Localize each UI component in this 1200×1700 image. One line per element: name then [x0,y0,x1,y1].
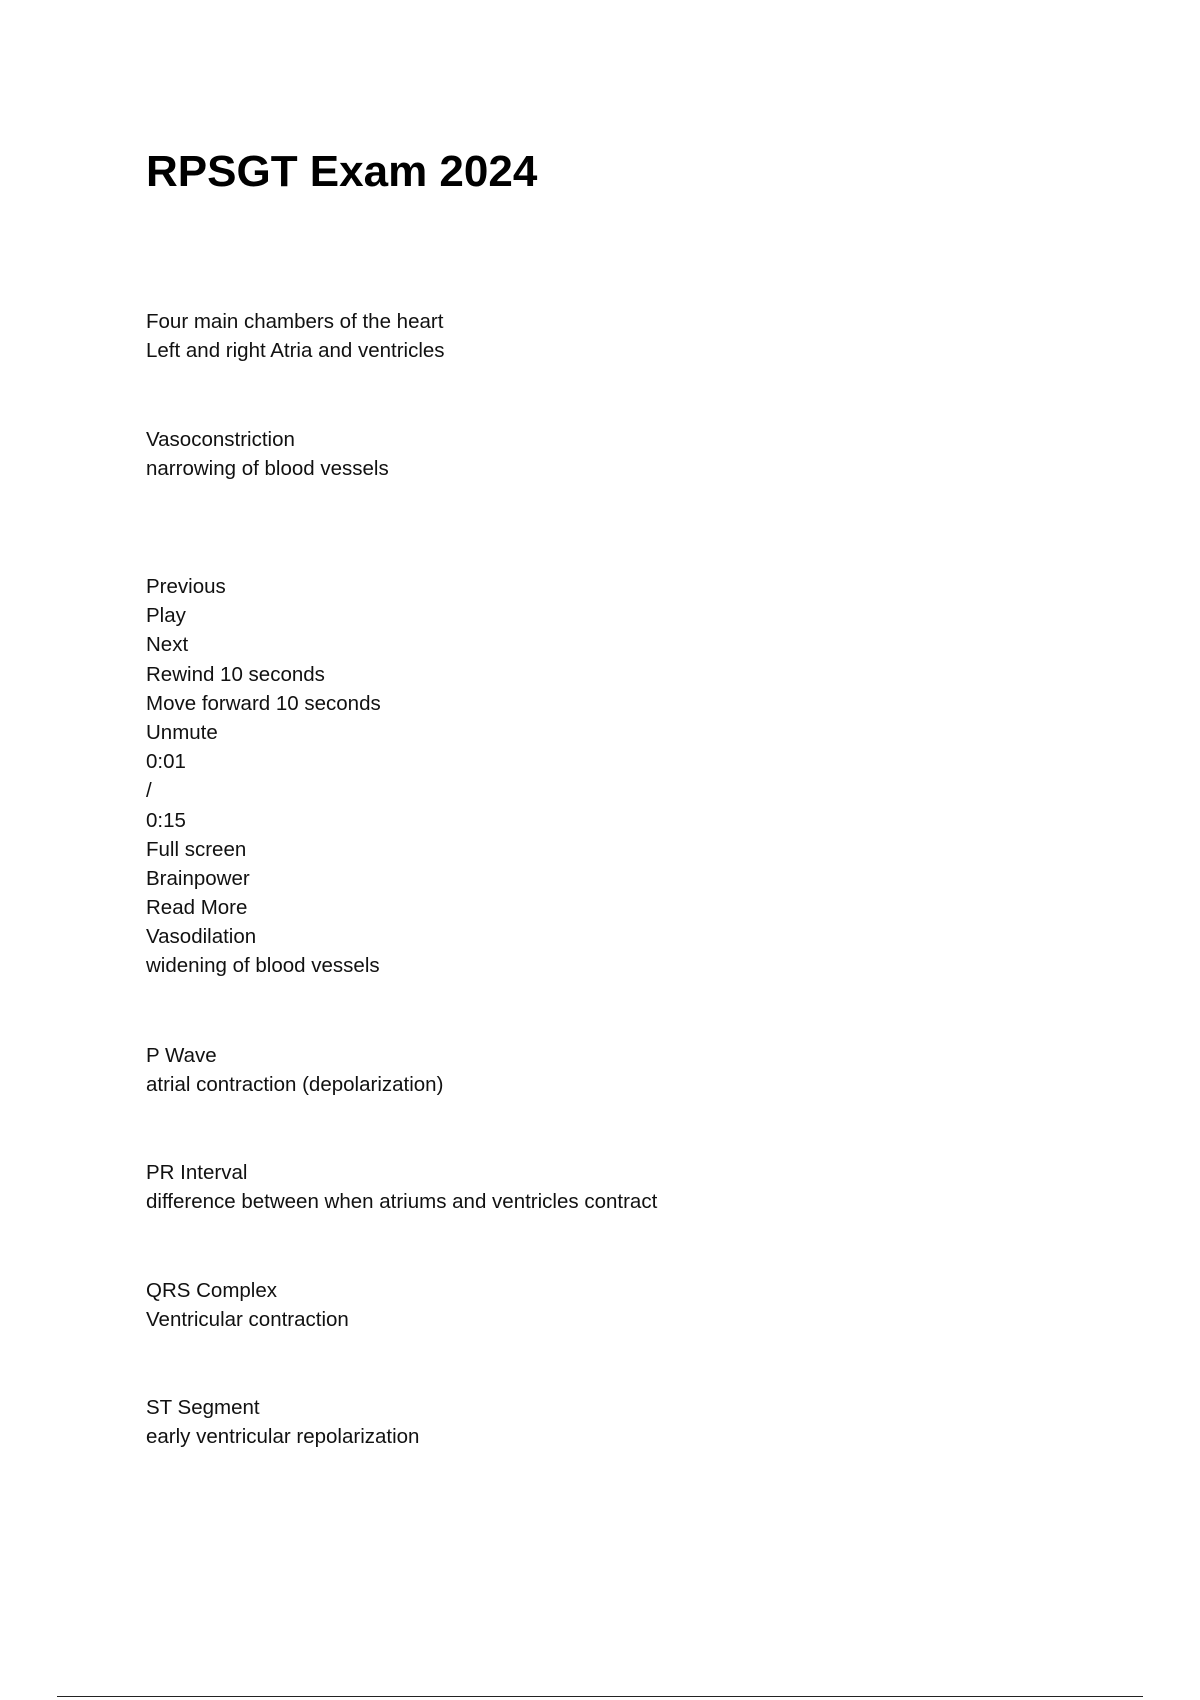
term-block-media-and-vasodilation [146,572,381,981]
term-block-qrs-complex [146,1276,349,1334]
term-line: Four main chambers of the heart [146,310,444,333]
brainpower-text: Brainpower [146,866,250,890]
term-block-vasoconstriction [146,425,389,483]
play-text: Play [146,604,186,628]
definition-line: narrowing of blood vessels [146,457,389,481]
definition-line: atrial contraction (depolarization) [146,1073,444,1097]
term-line: P Wave [146,1044,217,1067]
duration-text: 0:15 [146,808,186,832]
forward-text: Move forward 10 seconds [146,691,381,715]
rewind-text: Rewind 10 seconds [146,662,325,686]
read-more-text: Read More [146,896,248,920]
term-line: PR Interval [146,1161,248,1184]
footer-divider [57,1696,1143,1697]
term-block-st-segment [146,1393,419,1451]
current-time-text: 0:01 [146,750,186,774]
term-line: Vasoconstriction [146,428,295,451]
definition-line: widening of blood vessels [146,954,380,978]
definition-line: Left and right Atria and ventricles [146,339,445,363]
term-line: Vasodilation [146,925,257,949]
page-title: RPSGT Exam 2024 [146,147,538,196]
time-separator-text: / [146,779,152,803]
term-block-pr-interval [146,1158,657,1216]
next-text: Next [146,633,189,657]
definition-line: difference between when atriums and ventricles contract [146,1190,658,1214]
full-screen-text: Full screen [146,837,247,861]
unmute-text: Unmute [146,720,218,744]
term-block-p-wave [146,1041,443,1099]
definition-line: early ventricular repolarization [146,1425,420,1449]
definition-line: Ventricular contraction [146,1308,349,1332]
term-line: QRS Complex [146,1279,278,1302]
term-line: ST Segment [146,1396,260,1419]
term-block-heart-chambers [146,307,445,365]
previous-text: Previous [146,575,226,598]
